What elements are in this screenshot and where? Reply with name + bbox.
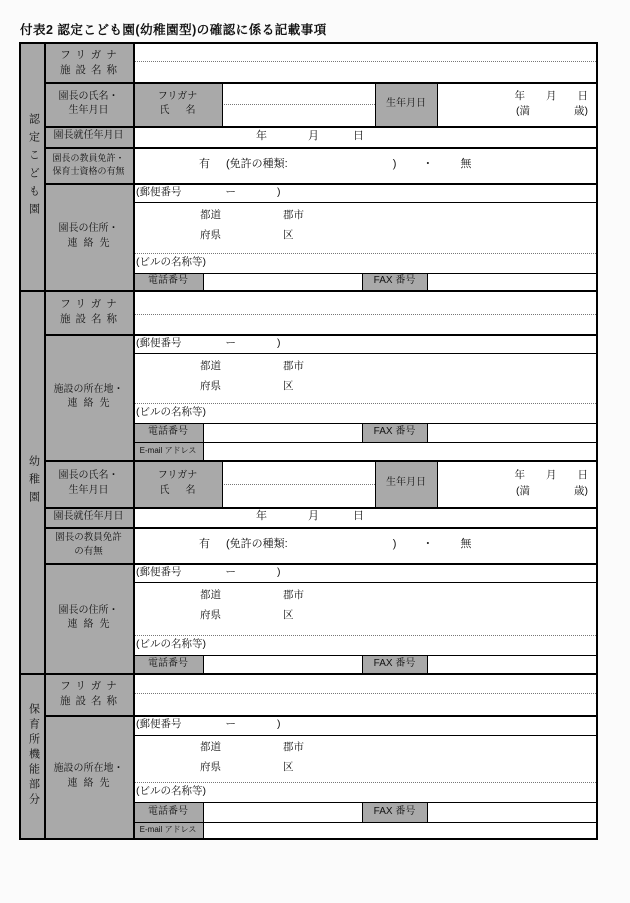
city-text: 郡市 [283, 741, 304, 753]
label-line: 施設の所在地・ [53, 763, 124, 774]
ymd-line: 年 月 日 [514, 469, 588, 482]
s1-director-name-birth-text [44, 82, 133, 126]
s1-director-name-value-area [222, 82, 375, 126]
label-line: 園長就任年月日 [53, 130, 124, 142]
label-line: 園長の住所・ [58, 223, 119, 234]
s2-fax2-text: FAX 番号 [373, 657, 416, 669]
s3-address-area [133, 735, 596, 782]
ymd-line: 年 月 日 [514, 89, 588, 102]
s3-email-text: E-mail アドレス [139, 825, 197, 835]
prefecture-text: 都道 [200, 360, 221, 372]
prefecture-text: 府県 [200, 380, 221, 392]
s1-address-contact-text [44, 183, 133, 290]
separator-dot: ・ [422, 158, 434, 171]
s3-fax-value-area [427, 802, 596, 822]
label-line: 連絡先 [67, 777, 116, 789]
city-text: 区 [283, 229, 294, 241]
label-line: 園長の教員免許 [55, 532, 122, 544]
label-line: 生年月日 [68, 105, 109, 116]
label-line: 園長就任年月日 [53, 510, 124, 522]
s2-address-area [133, 353, 596, 403]
s1-fax-text: FAX 番号 [373, 275, 416, 287]
s2-appointment-date-value-area: 年 月 日 [256, 510, 364, 523]
s2-address-contact-text [44, 563, 133, 673]
s1-appointment-date-value-area: 年 月 日 [256, 129, 364, 142]
paren-close: ) [392, 538, 397, 551]
s2-email-value-area [203, 442, 596, 460]
prefecture-text: 府県 [200, 609, 221, 621]
label-line: 園長の氏名・ [58, 90, 119, 102]
s3-email-value-area [203, 822, 596, 838]
s2-appointment-date-text [44, 507, 133, 527]
s2-tel2-value-area [203, 655, 362, 673]
s3-furigana-facility-text [44, 673, 133, 715]
s3-vertical-section-label: 保育所機能部分 [27, 703, 40, 808]
paren-close: ) [392, 158, 397, 171]
furigana-label: フリガナ [157, 470, 198, 481]
prefecture-text: 都道 [200, 741, 221, 753]
furigana-label: フリガナ [157, 90, 198, 102]
s2-director-name-value-area [222, 460, 375, 507]
s2-director-name-birth-text [44, 460, 133, 507]
s2-furigana-facility-text [44, 290, 133, 334]
label-line: 施設の所在地・ [53, 383, 124, 395]
s1-postal-code-row: (郵便番号 ー ) [136, 185, 281, 198]
s2-license-text [44, 527, 133, 563]
s2-postal-code-row: (郵便番号 ー ) [136, 336, 281, 349]
s1-furigana-name-text [133, 82, 222, 126]
label-line: 園長の住所・ [58, 604, 119, 616]
name-label: 氏名 [159, 105, 212, 116]
s3-location-contact-text [44, 715, 133, 838]
separator-dot: ・ [422, 538, 434, 551]
s1-tel-text: 電話番号 [148, 275, 188, 287]
city-text: 区 [283, 380, 294, 392]
prefecture-text: 都道 [200, 589, 221, 601]
s1-fax-value-area [427, 273, 596, 290]
s2-fax2-value-area [427, 655, 596, 673]
city-text: 区 [283, 761, 294, 773]
s2-facility-name-value-area [133, 290, 596, 334]
prefecture-text: 都道 [200, 209, 221, 221]
s2-postal-code-row2: (郵便番号 ー ) [136, 565, 281, 578]
furigana-label: フリガナ [60, 679, 122, 692]
s3-postal-code-row: (郵便番号 ー ) [136, 718, 281, 731]
age-line: (満 歳) [516, 105, 588, 117]
age-line: (満 歳) [516, 484, 588, 497]
label-line: 園長の教員免許・ [52, 152, 125, 163]
s1-tel-value-area [203, 273, 362, 290]
s2-tel1-text: 電話番号 [148, 426, 188, 438]
s1-facility-name-value-area [133, 44, 596, 82]
label-line: の有無 [74, 546, 103, 557]
s2-birthdate-text [375, 460, 437, 507]
city-text: 区 [283, 609, 294, 621]
furigana-label: フリガナ [60, 297, 122, 310]
s1-building-name-row: (ビルの名称等) [136, 256, 206, 269]
facility-name-label: 施設名称 [60, 313, 122, 325]
s2-fax1-value-area [427, 423, 596, 442]
license-type-label: (免許の種類: [226, 538, 288, 551]
label-line: 保育士資格の有無 [52, 166, 125, 176]
city-text: 郡市 [283, 589, 304, 601]
label-line: 連絡先 [67, 398, 116, 409]
form-table [19, 42, 598, 840]
s3-fax-text: FAX 番号 [373, 805, 416, 817]
license-yes-option: 有 [199, 538, 210, 551]
s1-address-area [133, 202, 596, 253]
s2-location-contact-text [44, 334, 133, 460]
furigana-label: フリガナ [60, 48, 122, 61]
s1-license-text [44, 147, 133, 183]
prefecture-text: 府県 [200, 761, 221, 773]
s2-fax1-text: FAX 番号 [373, 426, 416, 438]
facility-name-label: 施設名称 [60, 64, 122, 76]
birthdate-label: 生年月日 [386, 97, 426, 109]
name-label: 氏名 [159, 484, 212, 496]
facility-name-label: 施設名称 [60, 695, 122, 707]
label-line: 連絡先 [67, 619, 116, 630]
s1-vertical-section-label: 認定こども園 [27, 113, 40, 221]
s2-license-value-area [133, 527, 596, 563]
city-text: 郡市 [283, 360, 304, 372]
s2-building-name-row: (ビルの名称等) [136, 406, 206, 419]
s3-tel-value-area [203, 802, 362, 822]
s2-tel2-text: 電話番号 [148, 657, 188, 669]
s2-email-text: E-mail アドレス [139, 446, 197, 456]
s2-tel1-value-area [203, 423, 362, 442]
label-line: 連絡先 [67, 237, 116, 249]
license-type-label: (免許の種類: [226, 158, 288, 171]
s1-license-value-area [133, 147, 596, 183]
s1-birthdate-text [375, 82, 437, 126]
s3-facility-name-value-area [133, 673, 596, 715]
s2-furigana-name-text [133, 460, 222, 507]
s2-birthdate-value-area [437, 460, 596, 507]
city-text: 郡市 [283, 209, 304, 221]
s1-appointment-date-text [44, 126, 133, 147]
license-yes-option: 有 [199, 158, 210, 171]
s1-birthdate-value-area [437, 82, 596, 126]
license-no-option: 無 [460, 158, 472, 171]
prefecture-text: 府県 [200, 229, 221, 241]
s3-building-name-row: (ビルの名称等) [136, 785, 206, 798]
s1-furigana-facility-text [44, 44, 133, 82]
s2-building-name-row2: (ビルの名称等) [136, 638, 206, 651]
page-title: 付表2 認定こども園(幼稚園型)の確認に係る記載事項 [20, 23, 327, 37]
license-no-option: 無 [460, 538, 472, 551]
s3-tel-text: 電話番号 [148, 805, 188, 817]
label-line: 園長の氏名・ [58, 470, 119, 481]
s2-address-area2 [133, 582, 596, 635]
birthdate-label: 生年月日 [386, 477, 426, 489]
label-line: 生年月日 [68, 484, 109, 496]
s2-vertical-section-label: 幼稚園 [27, 454, 40, 509]
